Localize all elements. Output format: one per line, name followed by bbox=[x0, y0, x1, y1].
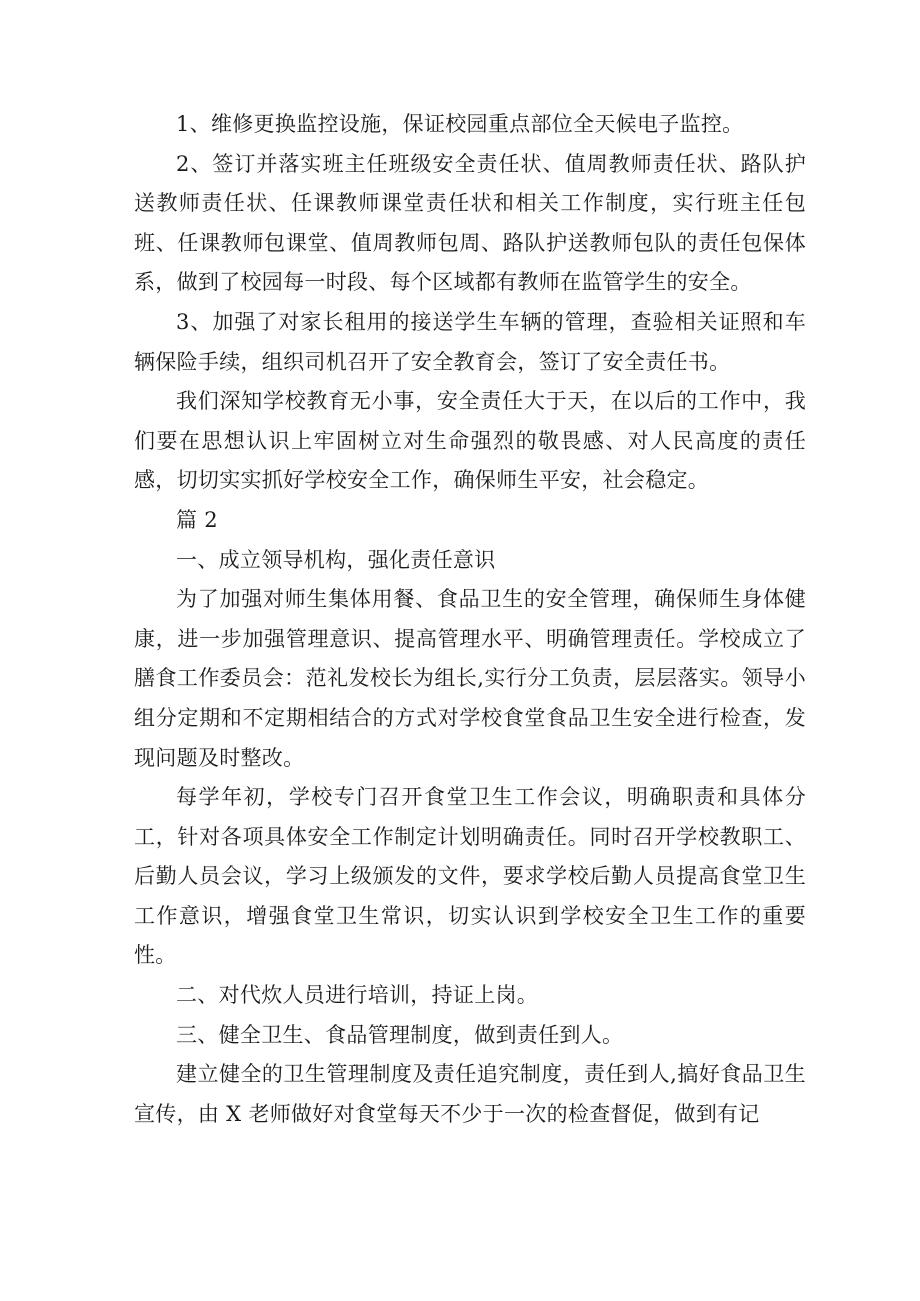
section-heading-part-2: 篇 2 bbox=[176, 507, 218, 532]
subheading-staff-training: 二、对代炊人员进行培训，持证上岗。 bbox=[176, 983, 539, 1008]
paragraph-food-committee: 为了加强对师生集体用餐、食品卫生的安全管理，确保师生身体健康，进一步加强管理意识、提高管理水平、明确管理责任。学校成立了膳食工作委员会：范礼发校长为组长,实行分工负责，层层落实。领导小组分定期和不定期相结合的方式对学校食堂食品卫生安全进行检查，发现问题及时整改。 bbox=[134, 587, 806, 770]
paragraph-inspection-system: 建立健全的卫生管理制度及责任追究制度，责任到人,搞好食品卫生宣传，由 X 老师做好对食堂每天不少于一次的检查督促，做到有记 bbox=[134, 1062, 806, 1126]
subheading-leadership: 一、成立领导机构，强化责任意识 bbox=[176, 547, 496, 572]
paragraph-annual-meeting: 每学年初，学校专门召开食堂卫生工作会议，明确职责和具体分工，针对各项具体安全工作制定计划明确责任。同时召开学校教职工、后勤人员会议，学习上级颁发的文件，要求学校后勤人员提高食堂卫生工作意识，增强食堂卫生常识，切实认识到学校安全卫生工作的重要性。 bbox=[134, 785, 806, 968]
paragraph-vehicle-management: 3、加强了对家长租用的接送学生车辆的管理，查验相关证照和车辆保险手续，组织司机召开了安全教育会，签订了安全责任书。 bbox=[134, 309, 806, 374]
paragraph-maintenance: 1、维修更换监控设施，保证校园重点部位全天候电子监控。 bbox=[176, 112, 744, 136]
paragraph-safety-summary: 我们深知学校教育无小事，安全责任大于天，在以后的工作中，我们要在思想认识上牢固树立对生命强烈的敬畏感、对人民高度的责任感，切切实实抓好学校安全工作，确保师生平安，社会稳定。 bbox=[134, 389, 806, 493]
subheading-management-system: 三、健全卫生、食品管理制度，做到责任到人。 bbox=[176, 1022, 624, 1047]
document-body bbox=[134, 105, 806, 1134]
paragraph-responsibility-contracts: 2、签订并落实班主任班级安全责任状、值周教师责任状、路队护送教师责任状、任课教师课堂责任状和相关工作制度，实行班主任包班、任课教师包课堂、值周教师包周、路队护送教师包队的责任包保体系，做到了校园每一时段、每个区域都有教师在监管学生的安全。 bbox=[134, 151, 806, 295]
